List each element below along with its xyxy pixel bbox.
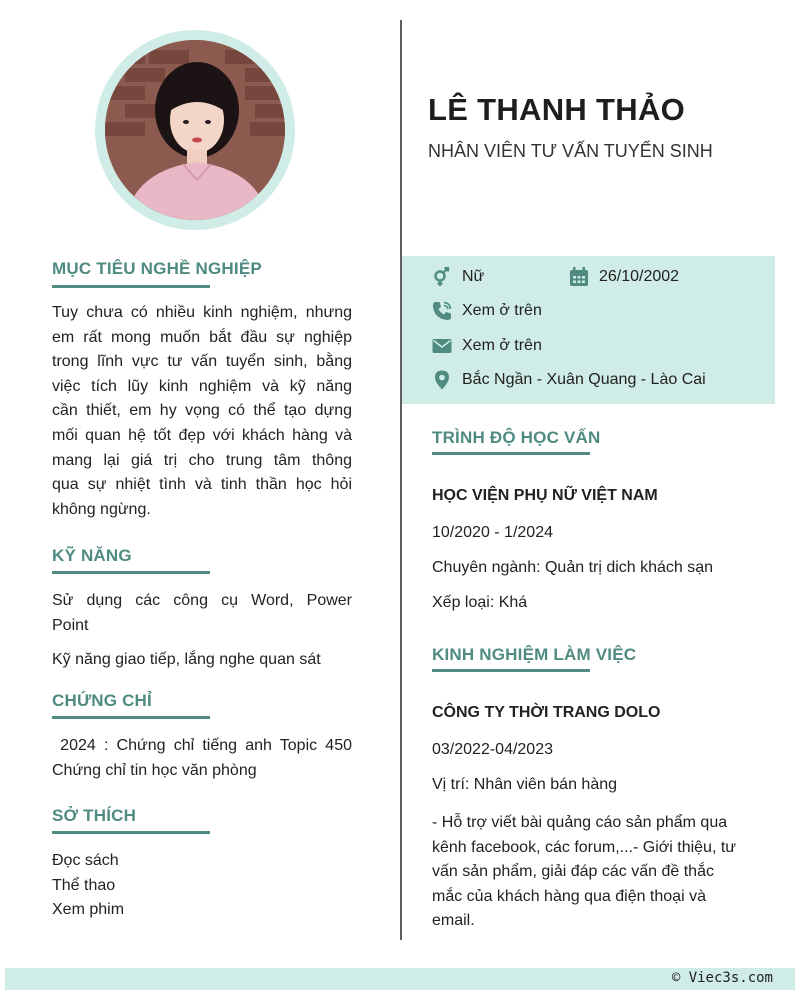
footer-credit: © Viec3s.com [671, 970, 773, 986]
certificate-item: 2024 : Chứng chỉ tiếng anh Topic 450 [52, 737, 352, 754]
skills-underline [52, 571, 210, 574]
calendar-icon [569, 267, 589, 287]
address-row [432, 370, 706, 390]
birthdate-row [569, 267, 679, 287]
job-title: NHÂN VIÊN TƯ VẤN TUYỂN SINH [428, 141, 713, 161]
skill-item: Kỹ năng giao tiếp, lắng nghe quan sát [52, 651, 321, 669]
education-grade: Xếp loại: Khá [432, 594, 528, 611]
education-title: TRÌNH ĐỘ HỌC VẤN [432, 428, 601, 447]
experience-position: Vị trí: Nhân viên bán hàng [432, 776, 618, 793]
experience-period: 03/2022-04/2023 [432, 741, 553, 758]
skill-item: Sử dụng các công cụ Word, Power [52, 592, 352, 609]
footer-bar [5, 968, 795, 990]
objective-text: Tuy chưa có nhiều kinh nghiệm, nhưng em rất mong muốn bắt đầu sự nghiệp trong lĩnh vực tư vấn tuyển sinh, bằng việc tích lũy kinh nghiệm và kỹ năng cần thiết, em hy vọng có thể tạo dựng mối quan hệ tốt đẹp với khách hàng và mang lại giá trị cho trung tâm thông qua sự nhiệt tình và tinh thần học hỏi không ngừng. [52, 304, 352, 518]
education-period: 10/2020 - 1/2024 [432, 524, 553, 541]
email-row [432, 336, 542, 356]
hobbies-underline [52, 831, 210, 834]
location-pin-icon [432, 370, 452, 390]
certificate-item: Chứng chỉ tin học văn phòng [52, 761, 257, 779]
email-icon [432, 336, 452, 356]
experience-title: KINH NGHIỆM LÀM VIỆC [432, 645, 637, 664]
skills-list [52, 589, 352, 673]
email-value: Xem ở trên [462, 337, 542, 354]
gender-icon [432, 267, 452, 287]
gender-row [432, 267, 484, 287]
objective-title: MỤC TIÊU NGHỀ NGHIỆP [52, 259, 262, 278]
gender-value: Nữ [462, 268, 485, 285]
skill-item-cont: Point [52, 616, 89, 634]
experience-description: - Hỗ trợ viết bài quảng cáo sản phẩm qua kênh facebook, các forum,...- Giới thiệu, tư vấn sản phẩm, giải đáp các vấn đề thắc mắc của khách hàng qua điện thoại và email. [432, 814, 736, 930]
hobby-item: Xem phim [52, 901, 125, 919]
experience-underline [432, 669, 590, 672]
address-value: Bắc Ngần - Xuân Quang - Lào Cai [462, 371, 706, 388]
hobbies-list [52, 849, 352, 923]
phone-value: Xem ở trên [462, 302, 542, 319]
phone-icon [432, 301, 452, 321]
birthdate-value: 26/10/2002 [599, 268, 680, 285]
experience-company: CÔNG TY THỜI TRANG DOLO [432, 704, 661, 721]
avatar [105, 40, 285, 220]
column-divider [400, 20, 402, 940]
profile-photo [105, 40, 285, 220]
hobby-item: Thể thao [52, 876, 116, 894]
education-underline [432, 452, 590, 455]
objective-underline [52, 285, 210, 288]
skills-title: KỸ NĂNG [52, 546, 132, 565]
education-school: HỌC VIỆN PHỤ NỮ VIỆT NAM [432, 487, 658, 504]
phone-row [432, 301, 542, 321]
hobbies-title: SỞ THÍCH [52, 806, 137, 825]
certificates-list [52, 734, 352, 783]
avatar-ring [95, 30, 295, 230]
full-name: LÊ THANH THẢO [428, 92, 686, 127]
hobby-item: Đọc sách [52, 852, 119, 869]
certificates-title: CHỨNG CHỈ [52, 691, 152, 710]
education-major: Chuyên ngành: Quản trị dich khách sạn [432, 559, 714, 576]
certificates-underline [52, 716, 210, 719]
